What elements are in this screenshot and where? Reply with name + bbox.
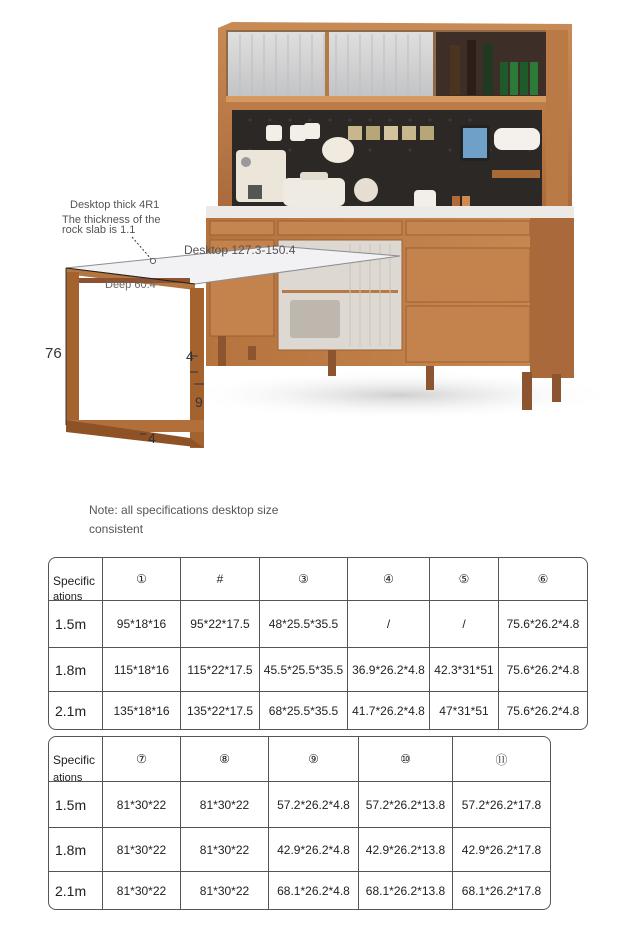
- column-header: ⑧: [181, 737, 269, 782]
- table-cell: 42.9*26.2*17.8: [453, 828, 550, 872]
- leg-depth-label: 9: [195, 394, 203, 410]
- row-label: 2.1m: [49, 872, 103, 909]
- specification-note: Note: all specifications desktop size consistent: [89, 503, 279, 536]
- column-header: ⑦: [103, 737, 181, 782]
- spec-table-2: [48, 736, 551, 910]
- row-label: 2.1m: [49, 692, 103, 729]
- bottom-rail-label: 4: [148, 430, 156, 446]
- table-cell: 42.3*31*51: [430, 648, 499, 692]
- row-label: 1.8m: [49, 648, 103, 692]
- table-cell: 75.6*26.2*4.8: [499, 601, 587, 648]
- spec-table-1: [48, 557, 588, 730]
- table-cell: 81*30*22: [181, 782, 269, 828]
- column-header: ⑤: [430, 558, 499, 601]
- table-row: [49, 782, 550, 828]
- table-cell: 75.6*26.2*4.8: [506, 703, 580, 718]
- row-label: 1.5m: [49, 601, 103, 648]
- column-header: ④: [348, 558, 430, 601]
- table-cell: 81*30*22: [181, 828, 269, 872]
- spec-corner-cell: [49, 558, 103, 601]
- table-row: [49, 692, 587, 729]
- hutch: [218, 22, 572, 225]
- column-header: ⑥: [499, 558, 587, 601]
- column-header: ③: [260, 558, 348, 601]
- table-cell: 95*22*17.5: [181, 601, 260, 648]
- leg-width-label: 4: [186, 348, 194, 364]
- table-cell: 75.6*26.2*4.8: [499, 648, 587, 692]
- table-cell: 81*30*22: [103, 828, 181, 872]
- table-cell: 68.1*26.2*17.8: [461, 883, 542, 898]
- table-header-row: [49, 737, 550, 782]
- row-label: 1.8m: [49, 828, 103, 872]
- desktop-thick-label: Desktop thick 4R1: [70, 199, 160, 211]
- row-label: 1.5m: [49, 782, 103, 828]
- table-cell: 135*18*16: [103, 692, 181, 729]
- table-cell: 81*30*22: [181, 872, 269, 909]
- corner-label-bottom: ations: [53, 772, 83, 782]
- table-cell: 115*18*16: [103, 648, 181, 692]
- deep-label: Deep 60.4: [105, 279, 156, 291]
- table-header-row: [49, 558, 587, 601]
- slab-thickness-line1: The thickness of the: [62, 214, 161, 226]
- column-header: ①: [103, 558, 181, 601]
- table-cell: 81*30*22: [103, 782, 181, 828]
- table-row: [49, 648, 587, 692]
- table-cell: 42.9*26.2*13.8: [359, 828, 453, 872]
- corner-label-bottom: ations: [53, 591, 83, 601]
- column-header: ⑨: [269, 737, 359, 782]
- table-cell: 68*25.5*35.5: [260, 692, 348, 729]
- table-cell: 45.5*25.5*35.5: [260, 648, 348, 692]
- table-cell: 68.1*26.2*4.8: [269, 872, 359, 909]
- height-label: 76: [45, 345, 62, 362]
- table-cell: 47*31*51: [430, 692, 499, 729]
- column-header: ⑩: [359, 737, 453, 782]
- table-cell: 135*22*17.5: [181, 692, 260, 729]
- table-cell: 57.2*26.2*4.8: [269, 782, 359, 828]
- table-cell: 68.1*26.2*13.8: [359, 872, 453, 909]
- table-cell: 42.9*26.2*4.8: [269, 828, 359, 872]
- spec-corner-cell: [49, 737, 103, 782]
- slab-thickness-line2: rock slab is 1.1: [62, 224, 136, 236]
- corner-label-top: Specific: [53, 574, 96, 588]
- column-header: #: [181, 558, 260, 601]
- table-cell: 95*18*16: [103, 601, 181, 648]
- table-cell: 36.9*26.2*4.8: [348, 648, 430, 692]
- table-cell: 48*25.5*35.5: [260, 601, 348, 648]
- corner-label-top: Specific: [53, 753, 96, 767]
- table-cell: 57.2*26.2*13.8: [359, 782, 453, 828]
- table-row: [49, 828, 550, 872]
- table-row: [49, 601, 587, 648]
- desktop-range-label: Desktop 127.3-150.4: [184, 243, 296, 257]
- table-cell: /: [430, 601, 499, 648]
- table-cell: 57.2*26.2*17.8: [453, 782, 550, 828]
- table-cell: 115*22*17.5: [181, 648, 260, 692]
- column-header: ⑪: [453, 737, 550, 782]
- table-cell: 81*30*22: [103, 872, 181, 909]
- table-cell: 41.7*26.2*4.8: [348, 692, 430, 729]
- table-cell: /: [348, 601, 430, 648]
- table-row: [49, 872, 550, 909]
